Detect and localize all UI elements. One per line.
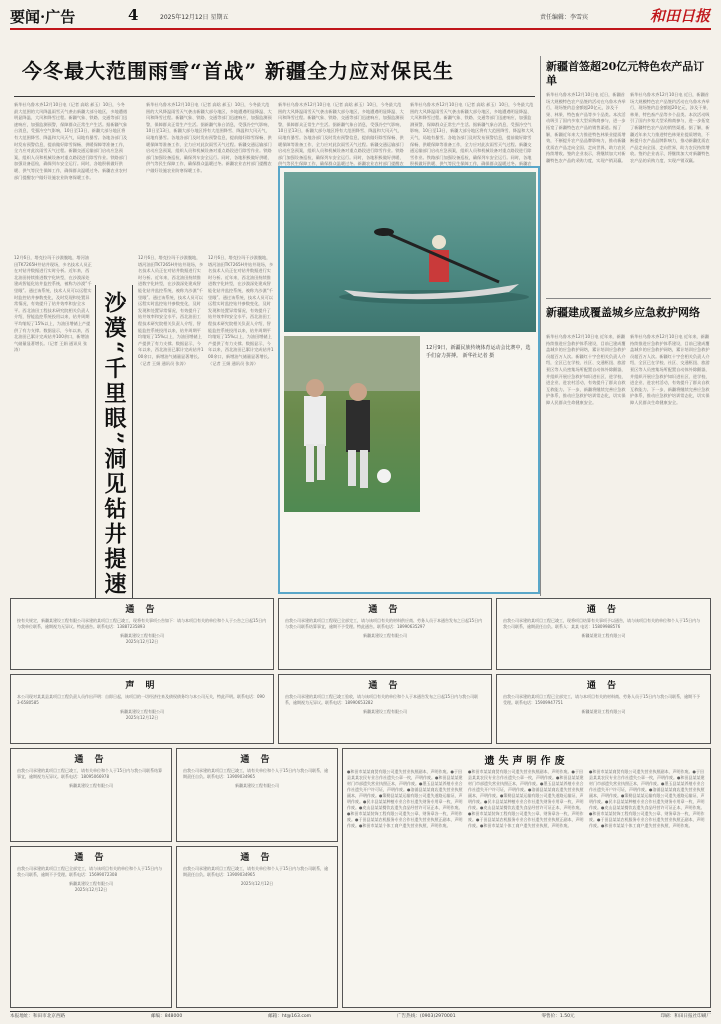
notice-box-8 — [176, 748, 338, 842]
notice-4-title: 声 明 — [125, 681, 159, 691]
notice-10-date: 2025年12月12日 — [240, 881, 274, 886]
notice-1-title: 通 告 — [125, 605, 159, 615]
footer-postcode: 邮编：848000 — [150, 1014, 183, 1019]
sports-scene — [284, 336, 420, 512]
lead-body-col-4: 新华社乌鲁木齐12月10日电（记者 高晗 郝玉）10日，今冬最大范围的大风降温雨雪天气袭击新疆大部分地区，多地遭遇明显降温、大风和降雪过程。新疆气象、铁路、交通等部门迅速响应，加强监测预警，保障群众正常生产生活。据新疆气象台消息，受强冷空气影响，10日至13日，新疆大部分地区将有大范围降雪、降温和大风天气，局地有暴雪。各地各部门及时发布预警信息，提前做好除雪保畅、供暖保障等准备工作，全力应对此次雨雪天气过程。新疆交通运输部门启动应急预案，组织人员和机械设备对重点路段进行除雪作业。铁路部门加强设备巡检，确保列车安全运行。同时，各地积极做好供暖、供气等民生保障工作，确保群众温暖过冬。新疆农 — [410, 102, 534, 167]
notice-7-body: 由我公司承建的某项目工程已竣工，请有关单位和个人于15日内与我公司联系结算事宜，逾期视为无异议。联系电话：18095066978 — [17, 768, 163, 779]
notice-box-4 — [10, 674, 274, 744]
kayak-scene — [284, 172, 536, 332]
side-news-title: 新疆首签超20亿元特色农产品订单 — [546, 60, 705, 87]
emergency-title: 新疆建成覆盖城乡应急救护网络 — [546, 306, 700, 319]
notice-5-sign: 新疆某建设工程有限公司 — [363, 709, 407, 714]
notice-box-7 — [10, 748, 172, 842]
lost-notice-title: 遗失声明作废 — [484, 756, 569, 767]
notice-box-3 — [496, 598, 711, 670]
notice-3-body: 由我公司承建的某项目工程已竣工，现将项目结算有关事项予以通告，请与该项目有关的单位和个人于15日内与我公司联系，逾期责任自负。联系人：某某 电话：15809988576 — [503, 618, 701, 629]
notice-1-body: 按有关规定，新疆某建设工程有限公司承建的某项目工程已竣工，现将有关事项公告如下：请与本项目有关的单位和个人于公告之日起15日内与我单位联系，逾期视为无异议。特此通告。联系电话：13887235893 — [17, 618, 267, 629]
notice-box-10 — [176, 846, 338, 1008]
notice-4-sign: 新疆某建设工程有限公司 — [120, 709, 164, 714]
footer-hotline: 广告热线：(0903)2970001 — [396, 1014, 456, 1019]
footer-printer: 印刷：和田日报社印刷厂 — [660, 1014, 711, 1019]
notice-6-body: 由我公司承建的某项目工程已全部完工，请与本项目有关的材料商、劳务人员于15日内与我公司联系，逾期不予受理。联系电话：15909947751 — [503, 694, 701, 705]
notice-8-sign: 新疆某建设工程有限公司 — [235, 783, 279, 788]
notice-box-2 — [278, 598, 492, 670]
lost-notice-box — [342, 748, 711, 1008]
notice-3-sign: 新疆某建设工程有限公司 — [581, 633, 626, 638]
desert-vertical-title — [95, 285, 133, 605]
notice-box-1 — [10, 598, 274, 670]
notice-1-sign: 新疆某建设工程有限公司 — [120, 633, 164, 638]
notice-8-body: 由我公司承建的某项目工程已竣工，请有关单位和个人于15日内与我公司联系，逾期责任自负。联系电话：13909034965 — [183, 768, 329, 779]
notice-4-date: 2025年12月12日 — [125, 715, 159, 720]
notice-5-title: 通 告 — [368, 681, 402, 691]
desert-title-text: 沙漠“千里眼”洞见钻井提速 — [101, 291, 127, 598]
column-rule-right — [540, 56, 541, 596]
notice-9-body: 由我公司承建的某项目工程已全部完工，请与该项目有关的单位和个人于15日内与我公司联系，逾期不予受理。联系电话：15699072308 — [17, 866, 163, 877]
emergency-body-1: 新华社乌鲁木齐12月10日电 近年来，新疆持续推进应急救护体系建设，目前已建成覆盖城乡的应急救护网络，累计培训应急救护员超百万人次。新疆红十字会相关负责人介绍，全区已在学校、社区、交通枢纽、旅游景区等人员密集场所配置自动体外除颤器，并组织开展应急救护知识进社区、进学校、进企业、进农村活动，有效提升了群众自救互救能力。下一步，新疆将继续完善应急救护体系，推动应急救护培训常态化，切实保障人民群众生命健康安全。 — [546, 334, 626, 405]
notice-1-date: 2025年12月12日 — [125, 639, 159, 644]
lead-rule — [14, 96, 535, 97]
footer-price: 零售价：1.50元 — [541, 1014, 575, 1019]
notice-9-title: 通 告 — [74, 853, 108, 863]
notice-9-date: 2025年12月12日 — [74, 887, 108, 892]
notice-10-title: 通 告 — [240, 853, 274, 863]
sports-photo — [284, 336, 420, 512]
photo-caption-side: 12月9日，新疆民族传统体育运动会比赛中，选手们奋力拼搏。 新华社记者 摄 — [426, 345, 531, 359]
notice-2-sign: 新疆某建设工程有限公司 — [363, 633, 407, 638]
lead-headline: 今冬最大范围雨雪“首战” 新疆全力应对保民生 — [22, 59, 454, 83]
side-news-body-2: 新华社乌鲁木齐12月10日电 近日，新疆首场大规模特色农产品签约活动在乌鲁木齐举行，现场签约总金额超20亿元，涉及干果、林果、特色畜产品等多个品类。本次活动吸引了国内多家大型采购商参与，进一步拓宽了新疆特色农产品的销售渠道。据了解，新疆近年来大力推进特色林果业提质增效，不断提升农产品品牌影响力，推动新疆优质农产品走向全国、走向世界，助力农民持续增收。签约企业表示，将继续加大对新疆特色农产品的采购力度，实现产销双赢。 — [630, 92, 711, 163]
notice-5-body: 由我公司承建的某项目工程已竣工验收，请与该项目有关的单位和个人于本通告发布之日起15日内与我公司联系，逾期视为无异议。联系电话：18990653282 — [285, 694, 479, 705]
lost-notice-col-1: ●和田市某某商贸有限公司遗失营业执照副本，声明作废。●于田县某某农民专业合作社遗失公章一枚，声明作废。●和田县某某建材门市部遗失营业执照正本，声明作废。●墨玉县某某养殖专业合作社遗失开户许可证，声明作废。●洛浦县某某商店遗失营业执照副本，声明作废。●策勒县某某运输有限公司遗失道路运输证，声明作废。●民丰县某某种植专业合作社遗失财务专用章一枚，声明作废。●皮山县某某餐饮店遗失食品经营许可证正本，声明作废。●和田市某某装饰工程有限公司遗失公章、财务章各一枚，声明作废。●于田县某某农机服务专业合作社遗失营业执照正副本，声明作废。●和田市某某个体工商户遗失营业执照，声明作废。 — [347, 769, 463, 828]
section-title: 要闻·广告 — [10, 8, 76, 26]
notice-8-title: 通 告 — [240, 755, 274, 765]
kayak-photo — [284, 172, 536, 332]
lead-body-col-2: 新华社乌鲁木齐12月10日电（记者 高晗 郝玉）10日，今冬最大范围的大风降温雨雪天气袭击新疆大部分地区，多地遭遇明显降温、大风和降雪过程。新疆气象、铁路、交通等部门迅速响应，加强监测预警，保障群众正常生产生活。据新疆气象台消息，受强冷空气影响，10日至13日，新疆大部分地区将有大范围降雪、降温和大风天气，局地有暴雪。各地各部门及时发布预警信息，提前做好除雪保畅、供暖保障等准备工作，全力应对此次雨雪天气过程。新疆交通运输部门启动应急预案，组织人员和机械设备对重点路段进行除雪作业。铁路部门加强设备巡检，确保列车安全运行。同时，各地积极做好供暖、供气等民生保障工作，确保群众温暖过冬。新疆农业农村部门提醒农户做好设施农业防寒保暖工作。 — [146, 102, 272, 173]
emergency-body-2: 新华社乌鲁木齐12月10日电 近年来，新疆持续推进应急救护体系建设，目前已建成覆盖城乡的应急救护网络，累计培训应急救护员超百万人次。新疆红十字会相关负责人介绍，全区已在学校、社区、交通枢纽、旅游景区等人员密集场所配置自动体外除颤器，并组织开展应急救护知识进社区、进学校、进企业、进农村活动，有效提升了群众自救互救能力。下一步，新疆将继续完善应急救护体系，推动应急救护培训常态化，切实保障人民群众生命健康安全。 — [630, 334, 710, 405]
notice-box-5 — [278, 674, 492, 744]
desert-body-col-2: 12月6日，塔克拉玛干沙漠腹地，塔河油田TK7265H井钻井现场，多名技术人员正在对钻井数据进行实时分析。近年来，西北油田持续推进数字化转型，在沙漠深处建成智能化钻井监控系统，被称为沙漠“千里眼”。通过该系统，技术人员可以远程实时监控钻井参数变化，及时发现和处置异常情况，有效提升了钻井效率和安全水平。西北油田工程技术研究院相关负责人介绍，智能监控系统投用以来，钻井周期平均缩短了15%以上，为油田增储上产提供了有力支撑。数据显示，今年以来，西北油田已累计完成钻井100余口，新增油气储量显著增长。（记者 王娟 通讯员 张涛） — [138, 255, 204, 366]
notice-6-sign: 新疆某建设工程有限公司 — [581, 709, 626, 714]
footer-address: 本报地址：和田市北京西路 — [10, 1014, 66, 1019]
notice-2-body: 由我公司承建的某项目工程现已全部完工，请与该项目有关的材料供应商、劳务人员于本通告发布之日起15日内与我公司联系结算事宜，逾期不予受理。特此通告。联系电话：18990635297 — [285, 618, 483, 629]
newspaper-brand: 和田日报 — [650, 7, 711, 25]
notice-10-body: 由我公司承建的某项目工程已竣工，请有关单位和个人于15日内与我公司联系，逾期责任自负。联系电话：13909034965 — [183, 866, 329, 877]
footer-rule — [10, 1011, 711, 1012]
footer-email: 邮箱：ht@163.com — [268, 1014, 312, 1019]
page-number: 4 — [128, 6, 139, 24]
page-header — [10, 6, 711, 28]
lost-notice-col-2: ●和田市某某商贸有限公司遗失营业执照副本，声明作废。●于田县某某农民专业合作社遗失公章一枚，声明作废。●和田县某某建材门市部遗失营业执照正本，声明作废。●墨玉县某某养殖专业合作社遗失开户许可证，声明作废。●洛浦县某某商店遗失营业执照副本，声明作废。●策勒县某某运输有限公司遗失道路运输证，声明作废。●民丰县某某种植专业合作社遗失财务专用章一枚，声明作废。●皮山县某某餐饮店遗失食品经营许可证正本，声明作废。●和田市某某装饰工程有限公司遗失公章、财务章各一枚，声明作废。●于田县某某农机服务专业合作社遗失营业执照正副本，声明作废。●和田市某某个体工商户遗失营业执照，声明作废。 — [468, 769, 584, 828]
desert-body-col-3: 12月6日，塔克拉玛干沙漠腹地，塔河油田TK7265H井钻井现场，多名技术人员正在对钻井数据进行实时分析。近年来，西北油田持续推进数字化转型，在沙漠深处建成智能化钻井监控系统，被称为沙漠“千里眼”。通过该系统，技术人员可以远程实时监控钻井参数变化，及时发现和处置异常情况，有效提升了钻井效率和安全水平。西北油田工程技术研究院相关负责人介绍，智能监控系统投用以来，钻井周期平均缩短了15%以上，为油田增储上产提供了有力支撑。数据显示，今年以来，西北油田已累计完成钻井100余口，新增油气储量显著增长。（记者 王娟 通讯员 张涛） — [208, 255, 274, 366]
notice-9-sign: 新疆某建设工程有限公司 — [69, 881, 113, 886]
lead-body-col-3: 新华社乌鲁木齐12月10日电（记者 高晗 郝玉）10日，今冬最大范围的大风降温雨雪天气袭击新疆大部分地区，多地遭遇明显降温、大风和降雪过程。新疆气象、铁路、交通等部门迅速响应，加强监测预警，保障群众正常生产生活。据新疆气象台消息，受强冷空气影响，10日至13日，新疆大部分地区将有大范围降雪、降温和大风天气，局地有暴雪。各地各部门及时发布预警信息，提前做好除雪保畅、供暖保障等准备工作，全力应对此次雨雪天气过程。新疆交通运输部门启动应急预案，组织人员和机械设备对重点路段进行除雪作业。铁路部门加强设备巡检，确保列车安全运行。同时，各地积极做好供暖、供气等民生保障工作，确保群众温暖过冬。新疆农业农村部门提醒农 — [278, 102, 404, 167]
notice-4-body: 本公司现对某某县某项目工程负责人员作出声明：自即日起，该项目的一切经济往来及债权债务均与本公司无关，特此声明。联系电话：0903-6580585 — [17, 694, 265, 705]
lost-notice-col-3: ●和田市某某商贸有限公司遗失营业执照副本，声明作废。●于田县某某农民专业合作社遗失公章一枚，声明作废。●和田县某某建材门市部遗失营业执照正本，声明作废。●墨玉县某某养殖专业合作社遗失开户许可证，声明作废。●洛浦县某某商店遗失营业执照副本，声明作废。●策勒县某某运输有限公司遗失道路运输证，声明作废。●民丰县某某种植专业合作社遗失财务专用章一枚，声明作废。●皮山县某某餐饮店遗失食品经营许可证正本，声明作废。●和田市某某装饰工程有限公司遗失公章、财务章各一枚，声明作废。●于田县某某农机服务专业合作社遗失营业执照正副本，声明作废。●和田市某某个体工商户遗失营业执照，声明作废。 — [589, 769, 705, 828]
notice-box-6 — [496, 674, 711, 744]
notice-box-9 — [10, 846, 172, 1008]
notice-2-title: 通 告 — [368, 605, 402, 615]
desert-body-col-1: 12月6日，塔克拉玛干沙漠腹地，塔河油田TK7265H井钻井现场，多名技术人员正在对钻井数据进行实时分析。近年来，西北油田持续推进数字化转型，在沙漠深处建成智能化钻井监控系统，被称为沙漠“千里眼”。通过该系统，技术人员可以远程实时监控钻井参数变化，及时发现和处置异常情况，有效提升了钻井效率和安全水平。西北油田工程技术研究院相关负责人介绍，智能监控系统投用以来，钻井周期平均缩短了15%以上，为油田增储上产提供了有力支撑。数据显示，今年以来，西北油田已累计完成钻井100余口，新增油气储量显著增长。（记者 王娟 通讯员 张涛） — [14, 255, 92, 353]
issue-date: 2025年12月12日 星期五 — [160, 14, 229, 21]
editor-credit: 责任编辑：李雪宾 — [540, 14, 589, 21]
side-news-rule — [546, 298, 711, 299]
side-news-body: 新华社乌鲁木齐12月10日电 近日，新疆首场大规模特色农产品签约活动在乌鲁木齐举行，现场签约总金额超20亿元，涉及干果、林果、特色畜产品等多个品类。本次活动吸引了国内多家大型采购商参与，进一步拓宽了新疆特色农产品的销售渠道。据了解，新疆近年来大力推进特色林果业提质增效，不断提升农产品品牌影响力，推动新疆优质农产品走向全国、走向世界，助力农民持续增收。签约企业表示，将继续加大对新疆特色农产品的采购力度，实现产销双赢。 — [546, 92, 626, 163]
notice-6-title: 通 告 — [586, 681, 621, 691]
notice-7-sign: 新疆某建设工程有限公司 — [69, 783, 113, 788]
notice-7-title: 通 告 — [74, 755, 108, 765]
notice-3-title: 通 告 — [586, 605, 621, 615]
lead-body-col-1: 新华社乌鲁木齐12月10日电（记者 高晗 郝玉）10日，今冬最大范围的大风降温雨雪天气袭击新疆大部分地区，多地遭遇明显降温、大风和降雪过程。新疆气象、铁路、交通等部门迅速响应，加强监测预警，保障群众正常生产生活。据新疆气象台消息，受强冷空气影响，10日至13日，新疆大部分地区将有大范围降雪、降温和大风天气，局地有暴雪。各地各部门及时发布预警信息，提前做好除雪保畅、供暖保障等准备工作，全力应对此次雨雪天气过程。新疆交通运输部门启动应急预案，组织人员和机械设备对重点路段进行除雪作业。铁路部门加强设备巡检，确保列车安全运行。同时，各地积极做好供暖、供气等民生保障工作，确保群众温暖过冬。新疆农业农村部门提醒农户做好设施农业防寒保暖工作。 — [14, 102, 128, 180]
header-rule — [10, 28, 711, 30]
photo-frame — [278, 166, 540, 594]
page-footer — [10, 1013, 711, 1023]
